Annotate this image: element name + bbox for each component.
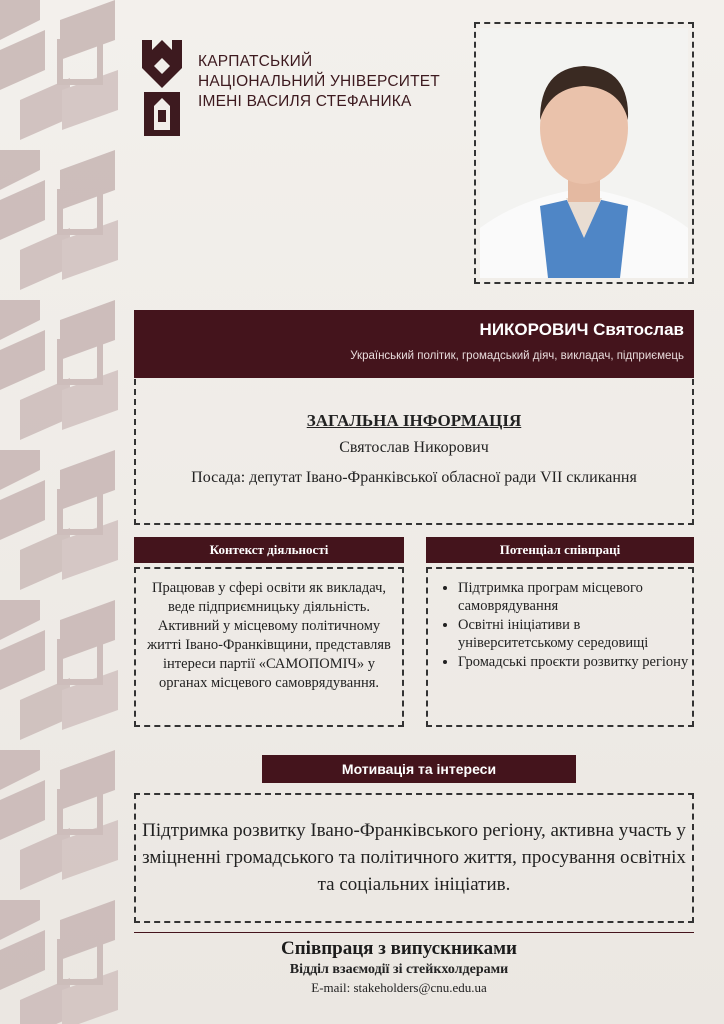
potential-heading: Потенціал співпраці [426, 537, 694, 563]
potential-section [426, 567, 694, 727]
portrait-photo [480, 28, 688, 278]
footer-email[interactable]: E-mail: stakeholders@cnu.edu.ua [311, 980, 487, 995]
general-info-title: ЗАГАЛЬНА ІНФОРМАЦІЯ [306, 411, 522, 430]
motivation-text: Підтримка розвитку Івано-Франківського регіону, активна участь у зміцненні громадського та політичного життя, просування освітніх та соціальних ініціатив. [142, 820, 686, 895]
name-banner [134, 310, 694, 378]
general-info-section [134, 379, 694, 525]
potential-list [428, 579, 692, 671]
footer-divider [134, 932, 694, 933]
general-info-name: Святослав Никорович [339, 439, 489, 456]
context-section [134, 567, 404, 727]
list-item: • Підтримка програм місцевого самоврядування [458, 579, 692, 615]
general-info-position: Посада: депутат Івано-Франківської обласної ради VII скликання [191, 469, 637, 486]
footer-department: Відділ взаємодії зі стейкхолдерами [289, 962, 509, 977]
list-item: • Освітні ініціативи в університетському середовищі [458, 616, 692, 652]
university-name-line3: ІМЕНІ ВАСИЛЯ СТЕФАНИКА [198, 93, 412, 110]
portrait-photo-frame [474, 22, 694, 284]
university-name-line1: КАРПАТСЬКИЙ [198, 53, 313, 70]
motivation-heading: Мотивація та інтереси [262, 755, 576, 783]
list-item: • Громадські проєкти розвитку регіону [458, 653, 692, 671]
ornament-pattern [0, 0, 120, 1024]
university-name-line2: НАЦІОНАЛЬНИЙ УНІВЕРСИТЕТ [198, 73, 440, 90]
context-text: Працював у сфері освіти як викладач, веде підприємницьку діяльність. Активний у місцевому політичному житті Івано-Франківщини, представляв інтереси партії «САМОПОМІЧ» у органах місцевого самоврядування. [147, 580, 391, 691]
footer [134, 938, 664, 996]
footer-title: Співпраця з випускниками [281, 938, 517, 959]
context-heading: Контекст діяльності [134, 537, 404, 563]
motivation-section [134, 793, 694, 923]
university-logo [138, 40, 438, 140]
person-description: Український політик, громадський діяч, викладач, підприємець [350, 350, 684, 362]
person-name: НИКОРОВИЧ Святослав [479, 320, 684, 339]
university-emblem-icon [138, 40, 186, 140]
